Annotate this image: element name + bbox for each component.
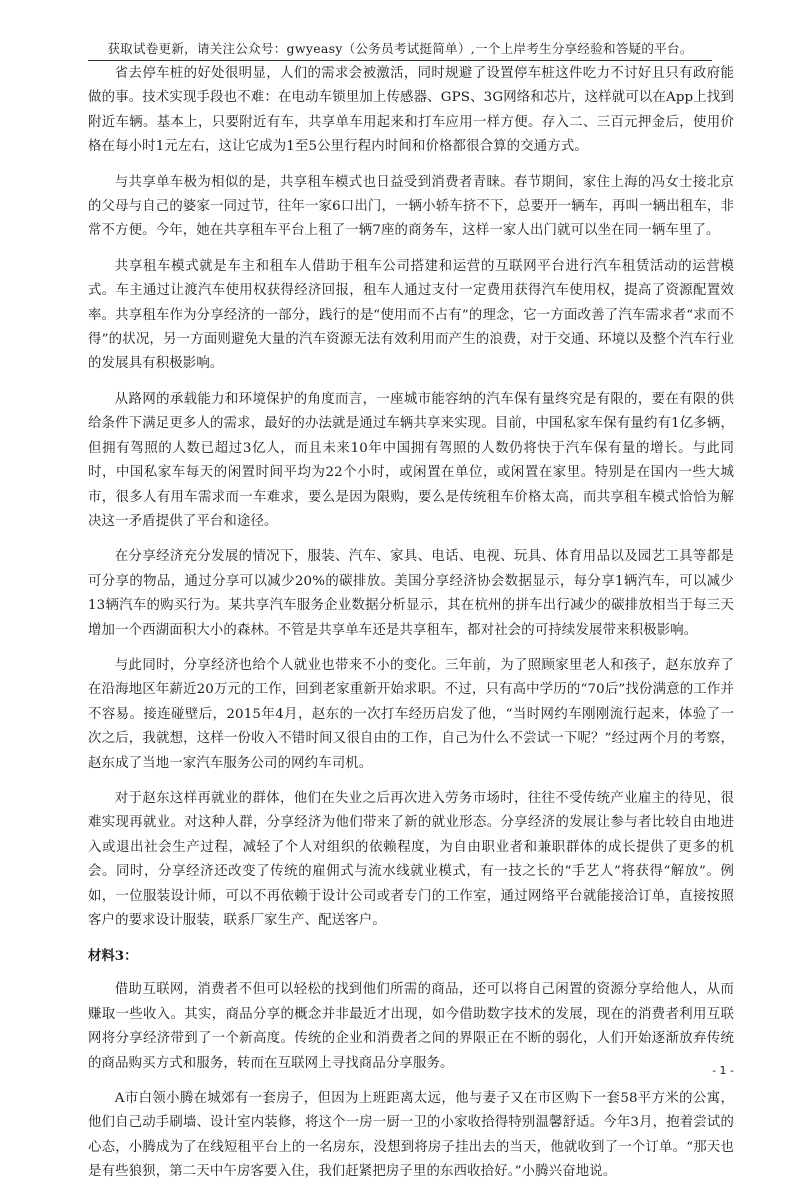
paragraph: 省去停车桩的好处很明显，人们的需求会被激活，同时规避了设置停车桩这件吃力不讨好且只有政府能做的事。技术实现手段也不难：在电动车锁里加上传感器、GPS、3G网络和芯片，这样就可以在App上找到附近车辆。基本上，只要附近有车，共享单车用起来和打车应用一样方便。存入二、三百元押金后，使用价格在每小时1元左右，这让它成为1至5公里行程内时间和价格都很合算的交通方式。 xyxy=(88,66,734,155)
paragraph: 共享租车模式就是车主和租车人借助于租车公司搭建和运营的互联网平台进行汽车租赁活动的运营模式。车主通过让渡汽车使用权获得经济回报，租车人通过支付一定费用获得汽车使用权，提高了资源配置效率。共享租车作为分享经济的一部分，践行的是“使用而不占有”的理念，它一方面改善了汽车需求者“求而不得”的状况，另一方面则避免大量的汽车资源无法有效利用而产生的浪费，对于交通、环境以及整个汽车行业的发展具有积极影响。 xyxy=(88,258,734,372)
paragraph: 对于赵东这样再就业的群体，他们在失业之后再次进入劳务市场时，往往不受传统产业雇主的待见，很难实现再就业。对这种人群，分享经济为他们带来了新的就业形态。分享经济的发展让参与者比较自由地进入或退出社会生产过程，减轻了个人对组织的依赖程度，为自由职业者和兼职群体的成长提供了更多的机会。同时，分享经济还改变了传统的雇佣式与流水线就业模式，有一技之长的“手艺人”将获得“解放”。例如，一位服装设计师，可以不再依赖于设计公司或者专门的工作室，通过网络平台就能接洽订单，直接按照客户的要求设计服装，联系厂家生产、配送客户。 xyxy=(88,790,734,928)
document-body xyxy=(88,62,734,1196)
section-heading: 材料3： xyxy=(88,948,138,965)
paragraph: 与共享单车极为相似的是，共享租车模式也日益受到消费者青睐。春节期间，家住上海的冯女士接北京的父母与自己的婆家一同过节，往年一家6口出门，一辆小轿车挤不下，总要开一辆车，再叫一辆出租车，非常不方便。今年，她在共享租车平台上租了一辆7座的商务车，这样一家人出门就可以坐在同一辆车里了。 xyxy=(88,174,734,239)
paragraph: 借助互联网，消费者不但可以轻松的找到他们所需的商品，还可以将自己闲置的资源分享给他人，从而赚取一些收入。其实，商品分享的概念并非最近才出现，如今借助数字技术的发展，现在的消费者利用互联网将分享经济带到了一个新高度。传统的企业和消费者之间的界限正在不断的弱化，人们开始逐渐放弃传统的商品购买方式和服务，转而在互联网上寻找商品分享服务。 xyxy=(88,982,734,1071)
page-number: - 1 - xyxy=(712,1064,734,1077)
paragraph: A市白领小腾在城郊有一套房子，但因为上班距离太远，他与妻子又在市区购下一套58平方米的公寓，他们自己动手刷墙、设计室内装修，将这个一房一厨一卫的小家收拾得特别温馨舒适。今年3月，抱着尝试的心态，小腾成为了在线短租平台上的一名房东，没想到将房子挂出去的当天，他就收到了一个订单。“那天也是有些狼狈，第二天中午房客要入住，我们赶紧把房子里的东西收拾好。”小腾兴奋地说。 xyxy=(88,1091,734,1180)
paragraph: 在分享经济充分发展的情况下，服装、汽车、家具、电话、电视、玩具、体育用品以及园艺工具等都是可分享的物品，通过分享可以减少20%的碳排放。美国分享经济协会数据显示，每分享1辆汽车，可以减少13辆汽车的购买行为。某共享汽车服务企业数据分析显示，其在杭州的拼车出行减少的碳排放相当于每三天增加一个西湖面积大小的森林。不管是共享单车还是共享租车，都对社会的可持续发展带来积极影响。 xyxy=(88,549,734,638)
page-header: 获取试卷更新，请关注公众号：gwyeasy（公务员考试挺简单）,一个上岸考生分享经验和答疑的平台。 xyxy=(88,38,712,61)
paragraph: 与此同时，分享经济也给个人就业也带来不小的变化。三年前，为了照顾家里老人和孩子，赵东放弃了在沿海地区年薪近20万元的工作，回到老家重新开始求职。不过，只有高中学历的“70后”找份满意的工作并不容易。接连碰壁后，2015年4月，赵东的一次打车经历启发了他，“当时网约车刚刚流行起来，体验了一次之后，我就想，这样一份收入不错时间又很自由的工作，自己为什么不尝试一下呢？”经过两个月的考察，赵东成了当地一家汽车服务公司的网约车司机。 xyxy=(88,657,734,771)
paragraph: 从路网的承载能力和环境保护的角度而言，一座城市能容纳的汽车保有量终究是有限的，要在有限的供给条件下满足更多人的需求，最好的办法就是通过车辆共享来实现。目前，中国私家车保有量约有1亿多辆，但拥有驾照的人数已超过3亿人，而且未来10年中国拥有驾照的人数仍将快于汽车保有量的增长。与此同时，中国私家车每天的闲置时间平均为22个小时，或闲置在单位，或闲置在家里。特别是在国内一些大城市，很多人有用车需求而一车难求，要么是因为限购，要么是传统租车价格太高，而共享租车模式恰恰为解决这一矛盾提供了平台和途径。 xyxy=(88,391,734,529)
